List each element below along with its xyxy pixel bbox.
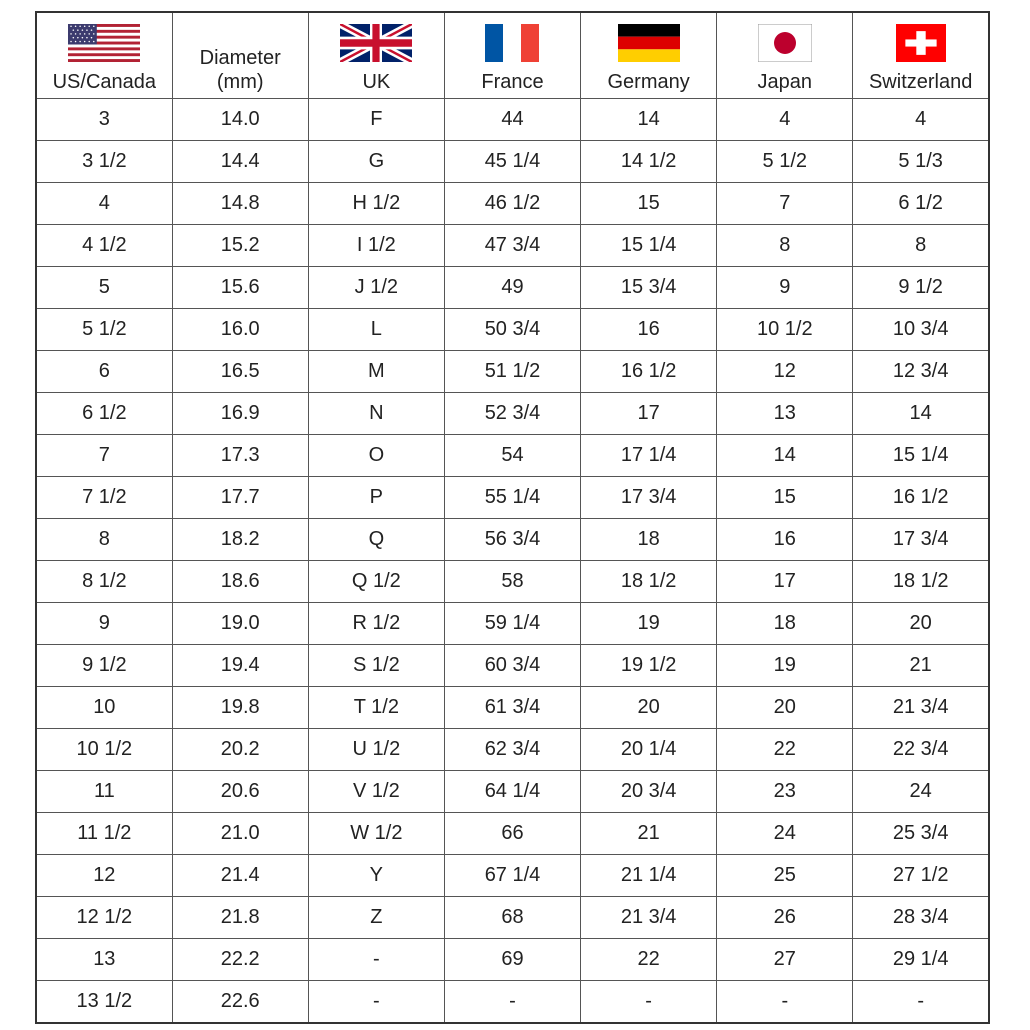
cell-us-canada: 6: [36, 351, 172, 393]
table-row: [36, 645, 989, 687]
table-row: [36, 225, 989, 267]
cell-france: 62 3/4: [444, 729, 580, 771]
cell-switzerland: 12 3/4: [853, 351, 989, 393]
cell-germany: 16: [581, 309, 717, 351]
cell-switzerland: 15 1/4: [853, 435, 989, 477]
cell-japan: 5 1/2: [717, 141, 853, 183]
cell-germany: 20 1/4: [581, 729, 717, 771]
cell-us-canada: 12 1/2: [36, 897, 172, 939]
cell-switzerland: 20: [853, 603, 989, 645]
cell-switzerland: 27 1/2: [853, 855, 989, 897]
cell-switzerland: 8: [853, 225, 989, 267]
cell-uk: M: [308, 351, 444, 393]
cell-japan: -: [717, 981, 853, 1024]
cell-us-canada: 8 1/2: [36, 561, 172, 603]
cell-france: 44: [444, 99, 580, 141]
cell-us-canada: 13 1/2: [36, 981, 172, 1024]
cell-uk: H 1/2: [308, 183, 444, 225]
cell-uk: Z: [308, 897, 444, 939]
cell-france: 60 3/4: [444, 645, 580, 687]
table-row: [36, 99, 989, 141]
table-row: [36, 729, 989, 771]
cell-japan: 27: [717, 939, 853, 981]
cell-germany: 15 1/4: [581, 225, 717, 267]
cell-germany: 21 1/4: [581, 855, 717, 897]
header-us-canada: [36, 12, 172, 99]
cell-germany: 17 3/4: [581, 477, 717, 519]
cell-japan: 4: [717, 99, 853, 141]
cell-france: 50 3/4: [444, 309, 580, 351]
cell-switzerland: 21 3/4: [853, 687, 989, 729]
cell-switzerland: 14: [853, 393, 989, 435]
header-label: France: [481, 71, 544, 93]
table-row: [36, 897, 989, 939]
cell-us-canada: 7 1/2: [36, 477, 172, 519]
cell-uk: W 1/2: [308, 813, 444, 855]
cell-uk: Q 1/2: [308, 561, 444, 603]
table-row: [36, 351, 989, 393]
table-row: [36, 183, 989, 225]
cell-uk: T 1/2: [308, 687, 444, 729]
table-row: [36, 981, 989, 1024]
cell-japan: 24: [717, 813, 853, 855]
cell-france: 47 3/4: [444, 225, 580, 267]
cell-uk: J 1/2: [308, 267, 444, 309]
cell-uk: N: [308, 393, 444, 435]
cell-diameter: 16.9: [172, 393, 308, 435]
germany-flag-icon: [618, 24, 680, 62]
cell-france: 56 3/4: [444, 519, 580, 561]
cell-france: -: [444, 981, 580, 1024]
header-row: [36, 12, 989, 99]
cell-us-canada: 12: [36, 855, 172, 897]
cell-switzerland: 28 3/4: [853, 897, 989, 939]
cell-japan: 17: [717, 561, 853, 603]
table-row: [36, 771, 989, 813]
cell-uk: G: [308, 141, 444, 183]
cell-diameter: 17.3: [172, 435, 308, 477]
cell-diameter: 16.5: [172, 351, 308, 393]
cell-uk: Y: [308, 855, 444, 897]
cell-germany: 15: [581, 183, 717, 225]
cell-germany: 20: [581, 687, 717, 729]
table-row: [36, 519, 989, 561]
cell-germany: 20 3/4: [581, 771, 717, 813]
france-flag-icon: [485, 24, 539, 62]
cell-germany: 17: [581, 393, 717, 435]
cell-france: 55 1/4: [444, 477, 580, 519]
cell-japan: 19: [717, 645, 853, 687]
cell-us-canada: 8: [36, 519, 172, 561]
header-germany: [581, 12, 717, 99]
cell-diameter: 21.8: [172, 897, 308, 939]
cell-uk: -: [308, 939, 444, 981]
header-france: [444, 12, 580, 99]
table-row: [36, 393, 989, 435]
table-body: [36, 99, 989, 1024]
table-row: [36, 267, 989, 309]
cell-germany: 19: [581, 603, 717, 645]
table-row: [36, 561, 989, 603]
cell-diameter: 14.8: [172, 183, 308, 225]
cell-diameter: 22.2: [172, 939, 308, 981]
cell-germany: 18 1/2: [581, 561, 717, 603]
cell-us-canada: 4: [36, 183, 172, 225]
header-label: Japan: [757, 71, 813, 93]
header-japan: [717, 12, 853, 99]
cell-japan: 26: [717, 897, 853, 939]
switzerland-flag-icon: [896, 24, 946, 62]
cell-us-canada: 7: [36, 435, 172, 477]
cell-us-canada: 10: [36, 687, 172, 729]
table-row: [36, 477, 989, 519]
cell-diameter: 20.6: [172, 771, 308, 813]
cell-uk: U 1/2: [308, 729, 444, 771]
cell-france: 69: [444, 939, 580, 981]
cell-uk: -: [308, 981, 444, 1024]
cell-uk: I 1/2: [308, 225, 444, 267]
table-row: [36, 141, 989, 183]
cell-diameter: 16.0: [172, 309, 308, 351]
cell-france: 61 3/4: [444, 687, 580, 729]
cell-diameter: 15.6: [172, 267, 308, 309]
cell-japan: 14: [717, 435, 853, 477]
cell-switzerland: 21: [853, 645, 989, 687]
cell-uk: L: [308, 309, 444, 351]
cell-france: 49: [444, 267, 580, 309]
cell-germany: 21 3/4: [581, 897, 717, 939]
cell-us-canada: 9 1/2: [36, 645, 172, 687]
cell-switzerland: 18 1/2: [853, 561, 989, 603]
cell-diameter: 14.0: [172, 99, 308, 141]
cell-us-canada: 3: [36, 99, 172, 141]
cell-germany: 17 1/4: [581, 435, 717, 477]
header-label: Switzerland: [868, 71, 973, 93]
cell-diameter: 21.0: [172, 813, 308, 855]
cell-germany: 21: [581, 813, 717, 855]
cell-diameter: 20.2: [172, 729, 308, 771]
cell-us-canada: 10 1/2: [36, 729, 172, 771]
cell-japan: 15: [717, 477, 853, 519]
header-switzerland: [853, 12, 989, 99]
cell-uk: V 1/2: [308, 771, 444, 813]
cell-us-canada: 5 1/2: [36, 309, 172, 351]
ring-size-table: [35, 11, 990, 1024]
cell-switzerland: 24: [853, 771, 989, 813]
cell-japan: 18: [717, 603, 853, 645]
cell-diameter: 19.0: [172, 603, 308, 645]
cell-japan: 10 1/2: [717, 309, 853, 351]
table-row: [36, 603, 989, 645]
cell-switzerland: -: [853, 981, 989, 1024]
header-label: Germany: [607, 71, 690, 93]
cell-uk: S 1/2: [308, 645, 444, 687]
japan-flag-icon: [758, 24, 812, 62]
header-uk: [308, 12, 444, 99]
cell-france: 58: [444, 561, 580, 603]
cell-diameter: 21.4: [172, 855, 308, 897]
cell-france: 66: [444, 813, 580, 855]
header-diameter: [172, 12, 308, 99]
header-label: Diameter: [199, 47, 281, 69]
cell-uk: P: [308, 477, 444, 519]
cell-japan: 13: [717, 393, 853, 435]
cell-japan: 12: [717, 351, 853, 393]
header-label: UK: [362, 71, 391, 93]
cell-switzerland: 29 1/4: [853, 939, 989, 981]
cell-japan: 23: [717, 771, 853, 813]
cell-uk: O: [308, 435, 444, 477]
cell-france: 45 1/4: [444, 141, 580, 183]
cell-diameter: 15.2: [172, 225, 308, 267]
cell-japan: 7: [717, 183, 853, 225]
cell-germany: 18: [581, 519, 717, 561]
cell-uk: R 1/2: [308, 603, 444, 645]
cell-diameter: 18.2: [172, 519, 308, 561]
cell-france: 59 1/4: [444, 603, 580, 645]
table-row: [36, 435, 989, 477]
table-row: [36, 309, 989, 351]
cell-switzerland: 25 3/4: [853, 813, 989, 855]
cell-diameter: 22.6: [172, 981, 308, 1024]
header-unit: (mm): [216, 71, 264, 93]
cell-us-canada: 3 1/2: [36, 141, 172, 183]
us-flag-icon: [68, 24, 140, 62]
cell-japan: 20: [717, 687, 853, 729]
cell-us-canada: 6 1/2: [36, 393, 172, 435]
cell-us-canada: 4 1/2: [36, 225, 172, 267]
header-label: US/Canada: [52, 71, 157, 93]
cell-france: 54: [444, 435, 580, 477]
cell-france: 68: [444, 897, 580, 939]
cell-germany: -: [581, 981, 717, 1024]
cell-switzerland: 17 3/4: [853, 519, 989, 561]
cell-us-canada: 11: [36, 771, 172, 813]
cell-uk: F: [308, 99, 444, 141]
cell-switzerland: 9 1/2: [853, 267, 989, 309]
cell-us-canada: 13: [36, 939, 172, 981]
cell-germany: 16 1/2: [581, 351, 717, 393]
cell-diameter: 14.4: [172, 141, 308, 183]
cell-japan: 9: [717, 267, 853, 309]
table-row: [36, 687, 989, 729]
cell-switzerland: 22 3/4: [853, 729, 989, 771]
table-row: [36, 855, 989, 897]
cell-switzerland: 10 3/4: [853, 309, 989, 351]
uk-flag-icon: [340, 24, 412, 62]
table-row: [36, 939, 989, 981]
cell-france: 46 1/2: [444, 183, 580, 225]
cell-japan: 22: [717, 729, 853, 771]
cell-switzerland: 4: [853, 99, 989, 141]
cell-germany: 14 1/2: [581, 141, 717, 183]
cell-japan: 25: [717, 855, 853, 897]
cell-us-canada: 5: [36, 267, 172, 309]
cell-germany: 19 1/2: [581, 645, 717, 687]
cell-switzerland: 6 1/2: [853, 183, 989, 225]
cell-switzerland: 5 1/3: [853, 141, 989, 183]
cell-france: 67 1/4: [444, 855, 580, 897]
cell-diameter: 17.7: [172, 477, 308, 519]
cell-germany: 15 3/4: [581, 267, 717, 309]
cell-france: 52 3/4: [444, 393, 580, 435]
cell-germany: 22: [581, 939, 717, 981]
cell-uk: Q: [308, 519, 444, 561]
cell-japan: 8: [717, 225, 853, 267]
cell-japan: 16: [717, 519, 853, 561]
cell-diameter: 19.8: [172, 687, 308, 729]
cell-diameter: 19.4: [172, 645, 308, 687]
table-row: [36, 813, 989, 855]
cell-france: 64 1/4: [444, 771, 580, 813]
cell-france: 51 1/2: [444, 351, 580, 393]
cell-diameter: 18.6: [172, 561, 308, 603]
cell-switzerland: 16 1/2: [853, 477, 989, 519]
cell-germany: 14: [581, 99, 717, 141]
cell-us-canada: 11 1/2: [36, 813, 172, 855]
cell-us-canada: 9: [36, 603, 172, 645]
